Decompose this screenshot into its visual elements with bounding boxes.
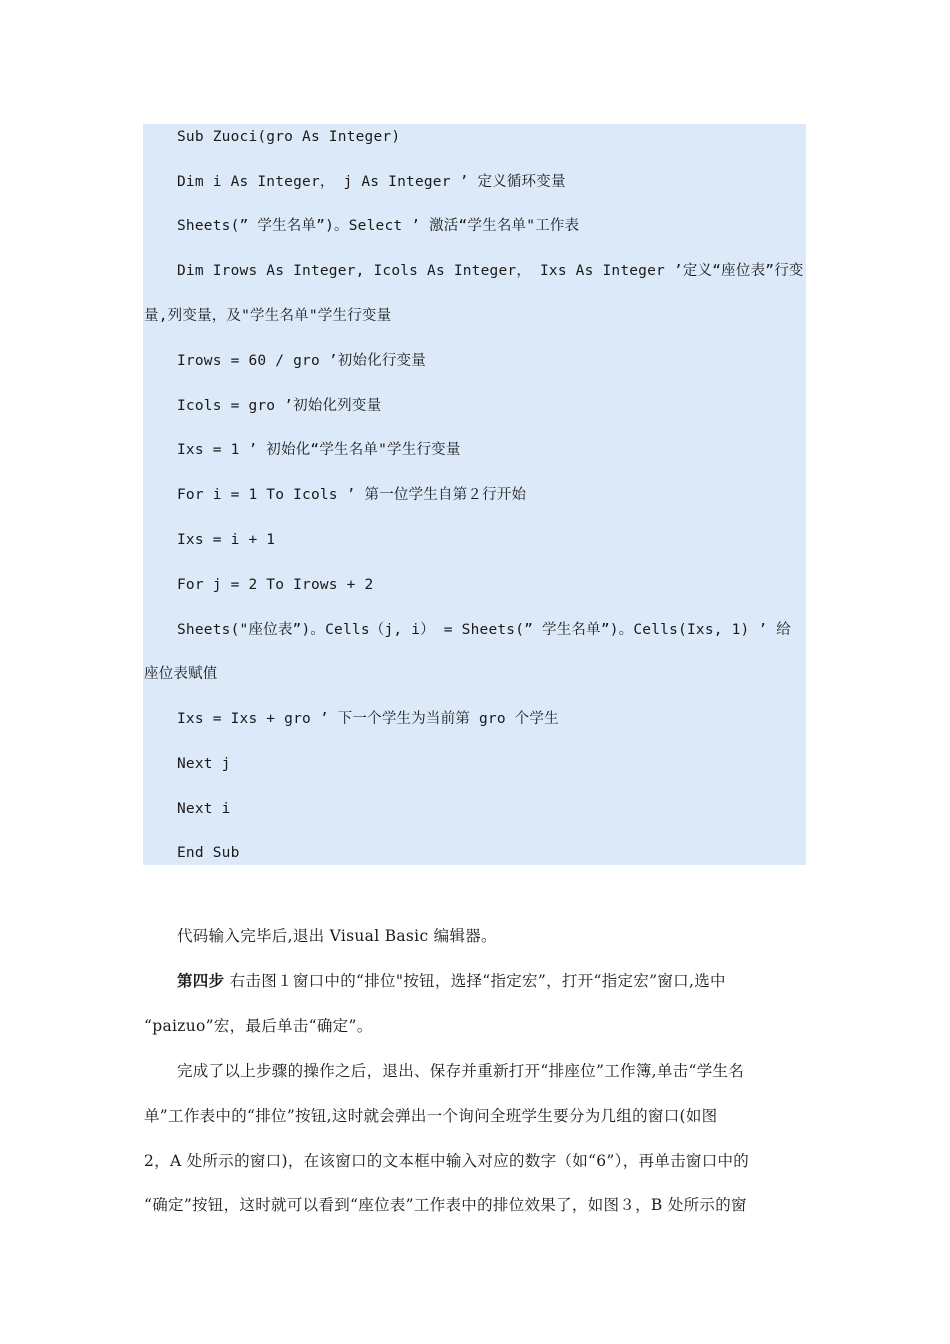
code-line: Sub Zuoci(gro As Integer)	[177, 129, 401, 145]
paragraph-text: “确定”按钮，这时就可以看到“座位表”工作表中的排位效果了，如图３，B 处所示的窗	[144, 1196, 747, 1214]
step-heading: 第四步	[177, 971, 225, 990]
code-line: Ixs = Ixs + gro ’ 下一个学生为当前第 gro 个学生	[177, 711, 559, 727]
code-line: Sheets("座位表”)。Cells（j, i） = Sheets(” 学生名单”)。Cells(Ixs, 1) ’ 给	[177, 622, 791, 638]
code-line: Irows = 60 / gro ’初始化行变量	[177, 353, 426, 369]
code-line: Icols = gro ’初始化列变量	[177, 398, 382, 414]
code-line: For i = 1 To Icols ’ 第一位学生自第２行开始	[177, 487, 527, 503]
code-line: 量,列变量，及"学生名单"学生行变量	[144, 308, 392, 324]
code-line: Dim Irows As Integer, Icols As Integer， Ixs As Integer ’定义“座位表”行变	[177, 263, 804, 279]
code-line: End Sub	[177, 845, 240, 861]
paragraph-text: 单”工作表中的“排位”按钮,这时就会弹出一个询问全班学生要分为几组的窗口(如图	[144, 1107, 718, 1125]
code-line: 座位表赋值	[144, 666, 218, 682]
paragraph-text: 代码输入完毕后,退出 Visual Basic 编辑器。	[177, 927, 497, 945]
code-line: Next j	[177, 756, 231, 772]
code-line: Ixs = 1 ’ 初始化“学生名单"学生行变量	[177, 442, 461, 458]
paragraph-text: “paizuo”宏，最后单击“确定”。	[144, 1017, 373, 1035]
paragraph-text: 2，A 处所示的窗口)，在该窗口的文本框中输入对应的数字（如“6”），再单击窗口中的	[144, 1152, 750, 1170]
paragraph-text: 右击图１窗口中的“排位"按钮，选择“指定宏”，打开“指定宏”窗口,选中	[224, 972, 726, 990]
code-line: Sheets(” 学生名单”)。Select ’ 激活“学生名单"工作表	[177, 218, 580, 234]
code-line: Dim i As Integer， j As Integer ’ 定义循环变量	[177, 174, 566, 190]
code-line: Ixs = i + 1	[177, 532, 276, 548]
paragraph-step4	[177, 971, 726, 991]
code-line: For j = 2 To Irows + 2	[177, 577, 374, 593]
paragraph-text: 完成了以上步骤的操作之后，退出、保存并重新打开“排座位”工作簿,单击“学生名	[177, 1062, 745, 1080]
code-line: Next i	[177, 801, 231, 817]
